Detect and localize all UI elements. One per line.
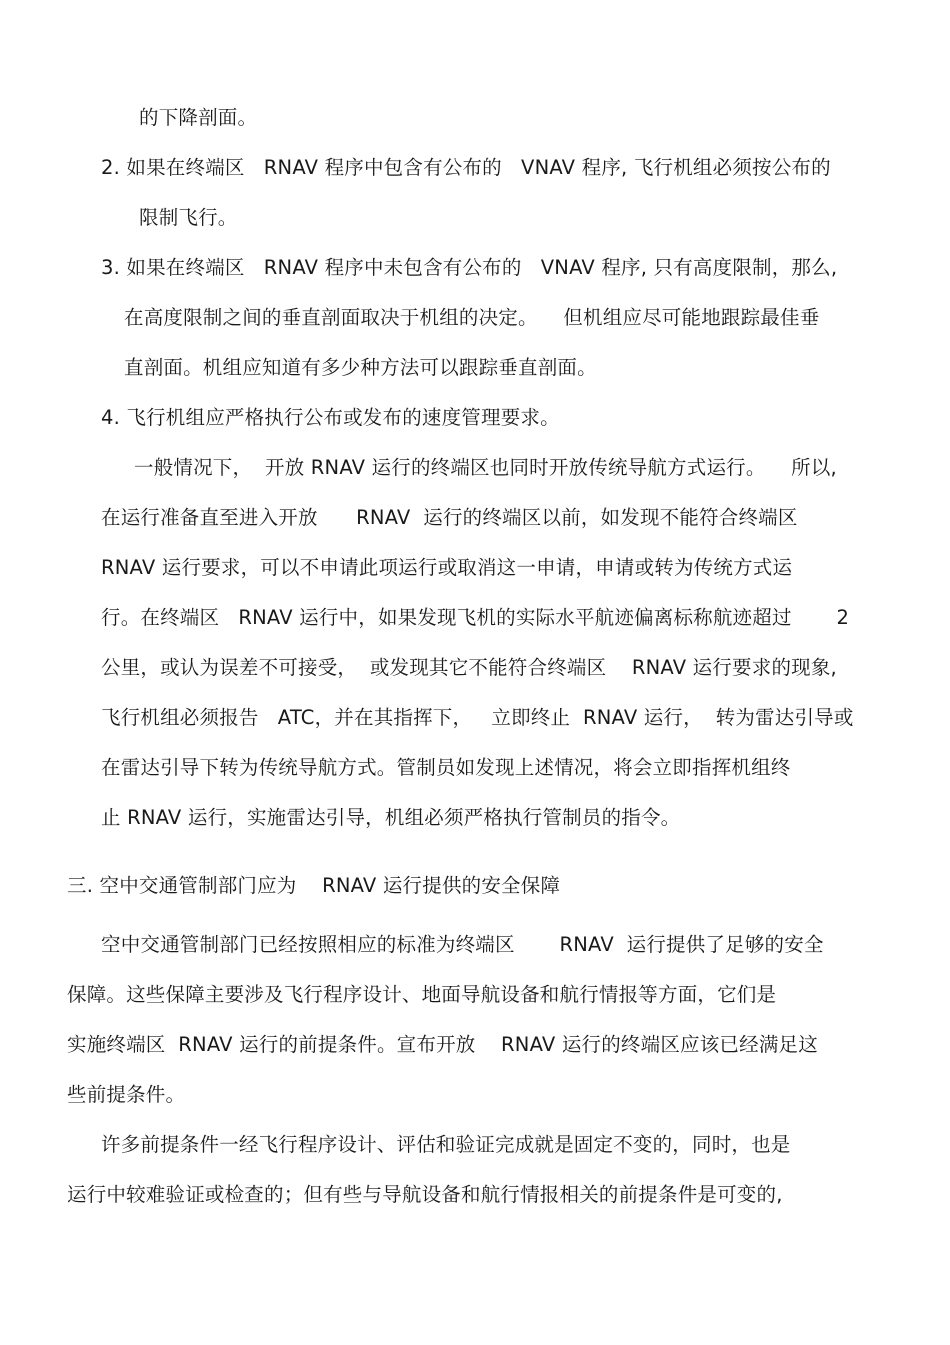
list-item-4: 4. 飞行机组应严格执行公布或发布的速度管理要求。 — [101, 406, 560, 429]
text-line: 在高度限制之间的垂直剖面取决于机组的决定。 但机组应尽可能地跟踪最佳垂 — [124, 306, 820, 329]
text-line: 限制飞行。 — [139, 206, 238, 229]
paragraph-line: 实施终端区 RNAV 运行的前提条件。宣布开放 RNAV 运行的终端区应该已经满足这 — [67, 1033, 818, 1056]
section-heading: 三. 空中交通管制部门应为 RNAV 运行提供的安全保障 — [67, 874, 561, 897]
text-line: 直剖面。机组应知道有多少种方法可以跟踪垂直剖面。 — [124, 356, 597, 379]
paragraph-line: 些前提条件。 — [67, 1083, 186, 1106]
list-item-2: 2. 如果在终端区 RNAV 程序中包含有公布的 VNAV 程序, 飞行机组必须按公布的 — [101, 156, 831, 179]
paragraph-line: 一般情况下， 开放 RNAV 运行的终端区也同时开放传统导航方式运行。 所以, — [134, 456, 837, 479]
paragraph-line: 运行中较难验证或检查的；但有些与导航设备和航行情报相关的前提条件是可变的, — [67, 1183, 783, 1206]
paragraph-line: 许多前提条件一经飞行程序设计、评估和验证完成就是固定不变的，同时，也是 — [101, 1133, 791, 1156]
paragraph-line: RNAV 运行要求，可以不申请此项运行或取消这一申请，申请或转为传统方式运 — [101, 556, 793, 579]
paragraph-line: 空中交通管制部门已经按照相应的标准为终端区 RNAV 运行提供了足够的安全 — [101, 933, 824, 956]
paragraph-line: 止 RNAV 运行，实施雷达引导，机组必须严格执行管制员的指令。 — [101, 806, 681, 829]
paragraph-line: 行。在终端区 RNAV 运行中，如果发现飞机的实际水平航迹偏离标称航迹超过 2 — [101, 606, 850, 629]
paragraph-line: 公里，或认为误差不可接受， 或发现其它不能符合终端区 RNAV 运行要求的现象, — [101, 656, 837, 679]
paragraph-line: 在运行准备直至进入开放 RNAV 运行的终端区以前，如发现不能符合终端区 — [101, 506, 798, 529]
list-item-3: 3. 如果在终端区 RNAV 程序中未包含有公布的 VNAV 程序, 只有高度限制，那么, — [101, 256, 838, 279]
paragraph-line: 在雷达引导下转为传统导航方式。管制员如发现上述情况，将会立即指挥机组终 — [101, 756, 791, 779]
paragraph-line: 飞行机组必须报告 ATC，并在其指挥下， 立即终止 RNAV 运行， 转为雷达引导或 — [101, 706, 854, 729]
text-line: 的下降剖面。 — [139, 106, 258, 129]
paragraph-line: 保障。这些保障主要涉及飞行程序设计、地面导航设备和航行情报等方面，它们是 — [67, 983, 777, 1006]
